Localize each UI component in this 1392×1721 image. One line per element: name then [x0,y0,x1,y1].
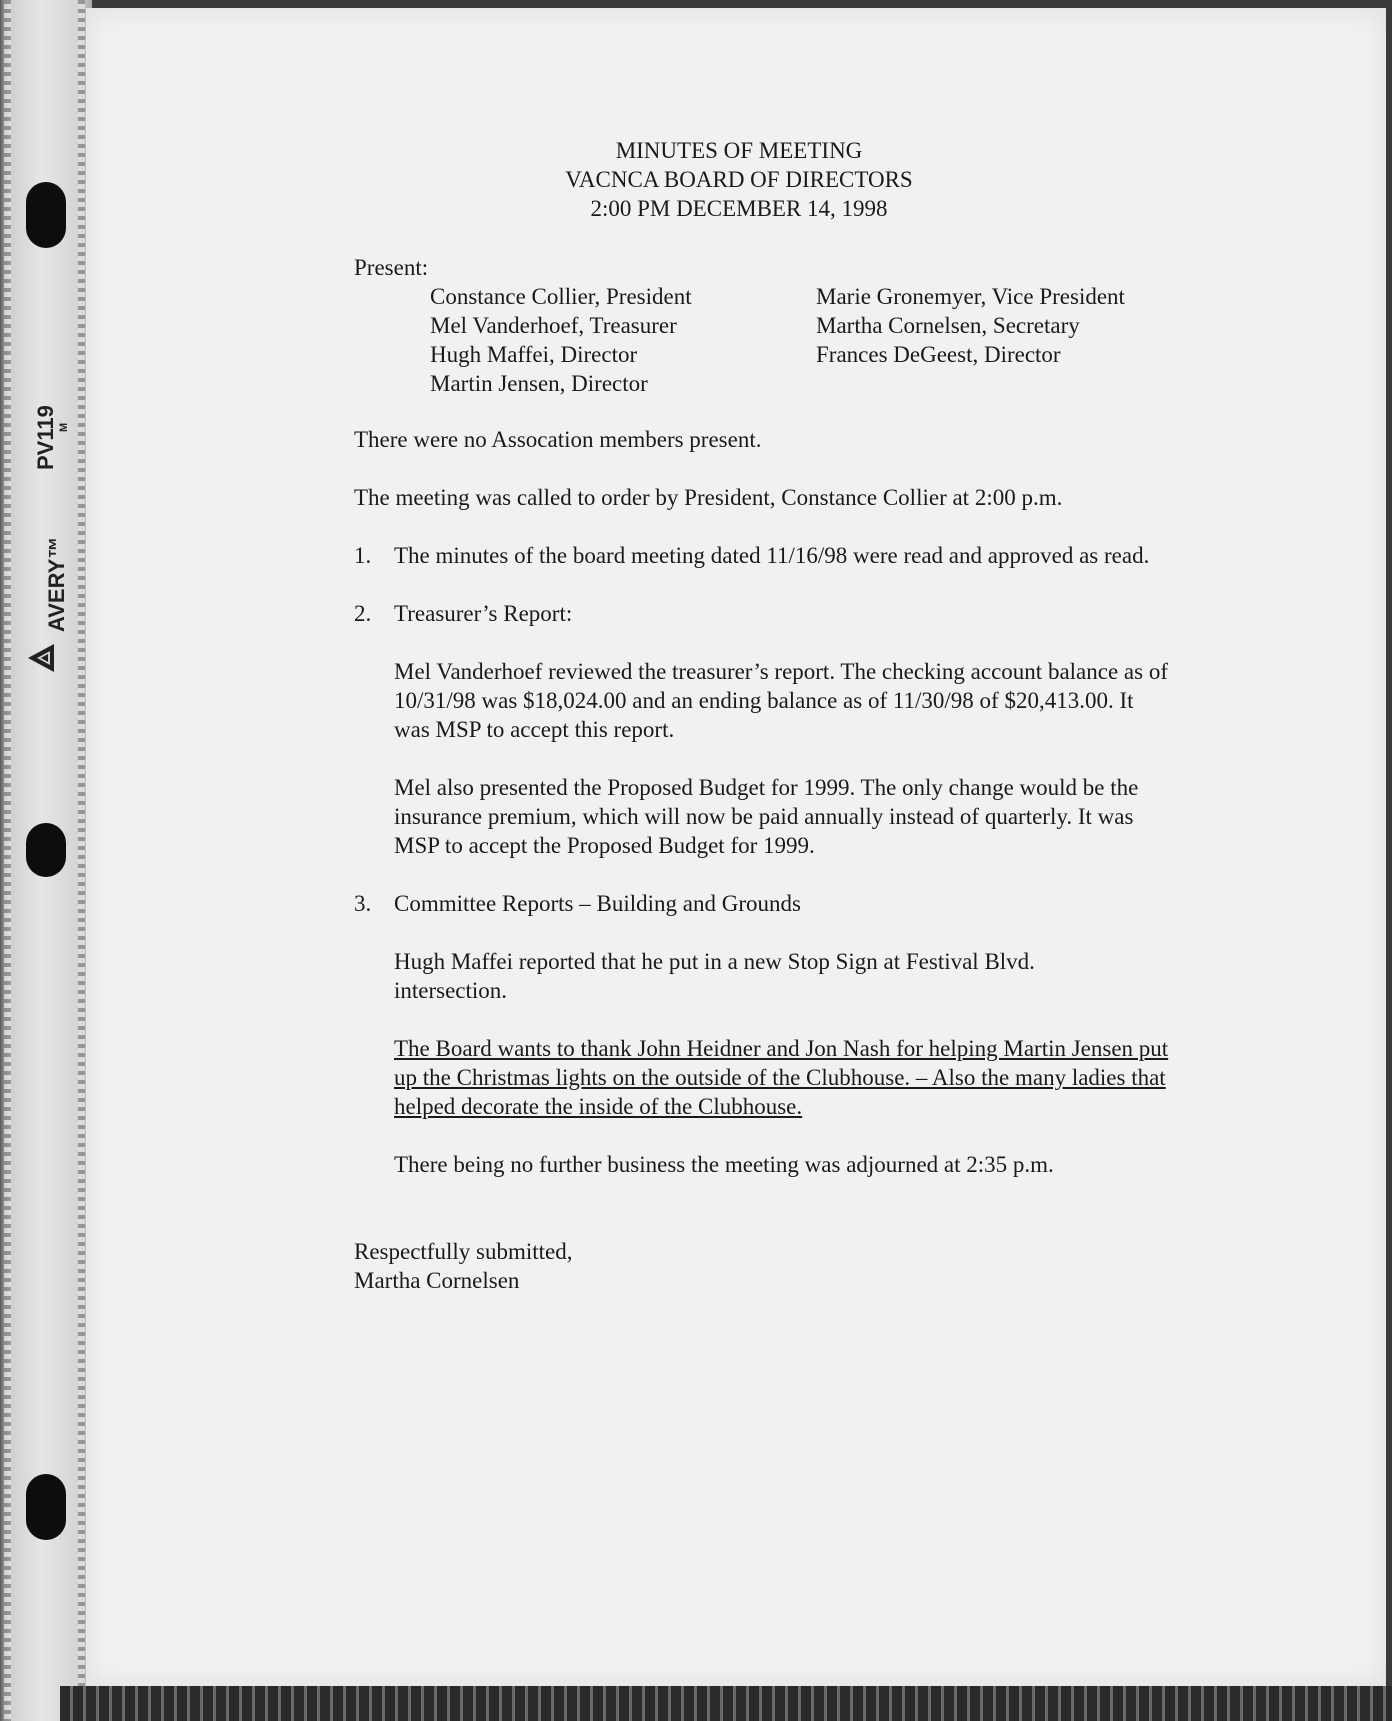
attendees-right-column [816,282,1236,398]
minutes-document [354,136,1234,1295]
adjournment-paragraph: There being no further business the meeting was adjourned at 2:35 p.m. [394,1152,1054,1177]
closing-line: Respectfully submitted, [354,1239,573,1264]
avery-logo-icon [24,640,60,676]
treasurer-report-paragraph: Mel Vanderhoef reviewed the treasurer’s report. The checking account balance as of 10/31/98 was $18,024.00 and an ending balance as of 11/30/98 of $20,413.00. It was MSP to accept this report. [394,659,1168,742]
agenda-item-2 [354,599,1234,628]
perforation-left [4,0,11,1721]
attendee: Martha Cornelsen, Secretary [816,313,1080,338]
perforation-right [78,0,85,1721]
binder-hole-middle [26,823,66,877]
item-text: The minutes of the board meeting dated 11/16/98 were read and approved as read. [394,543,1150,568]
brand-label: AVERY™ [44,536,69,632]
call-to-order: The meeting was called to order by President, Constance Collier at 2:00 p.m. [354,485,1063,510]
model-sub-label: M [58,422,70,432]
thanks-paragraph: The Board wants to thank John Heidner and Jon Nash for helping Martin Jensen put up the Christmas lights on the outside of the Clubhouse. – Also the many ladies that helped decorate the inside of the Clubhouse. [394,1036,1169,1119]
attendee: Frances DeGeest, Director [816,342,1061,367]
stop-sign-paragraph: Hugh Maffei reported that he put in a new Stop Sign at Festival Blvd. intersection. [394,949,1035,1003]
header-title: MINUTES OF MEETING [615,138,863,163]
item-heading: Treasurer’s Report: [394,601,573,626]
item-number: 3. [354,891,372,916]
attendees-left-column [430,282,816,398]
attendee: Martin Jensen, Director [430,371,648,396]
agenda-item-1 [354,541,1234,570]
sheet-protector-bottom-edge [60,1686,1392,1721]
no-members-statement: There were no Assocation members present. [354,427,762,452]
item-number: 2. [354,601,372,626]
item-heading: Committee Reports – Building and Grounds [394,891,801,916]
present-label: Present: [354,255,429,280]
document-header [354,136,1124,223]
attendee: Mel Vanderhoef, Treasurer [430,313,677,338]
header-date: 2:00 PM DECEMBER 14, 1998 [590,196,888,221]
header-organization: VACNCA BOARD OF DIRECTORS [565,167,913,192]
attendee: Constance Collier, President [430,284,692,309]
signature-name: Martha Cornelsen [354,1268,520,1293]
model-label: PV119 [33,405,58,470]
binder-hole-top [26,182,66,248]
sheet-protector-strip [0,0,92,1721]
binder-hole-bottom [26,1474,66,1540]
agenda-item-3 [354,889,1234,918]
attendees-list [430,282,1234,398]
attendee: Marie Gronemyer, Vice President [816,284,1125,309]
budget-paragraph: Mel also presented the Proposed Budget for 1999. The only change would be the insurance premium, which will now be paid annually instead of quarterly. It was MSP to accept the Proposed Budget for 1999. [394,775,1139,858]
item-number: 1. [354,543,372,568]
attendee: Hugh Maffei, Director [430,342,638,367]
